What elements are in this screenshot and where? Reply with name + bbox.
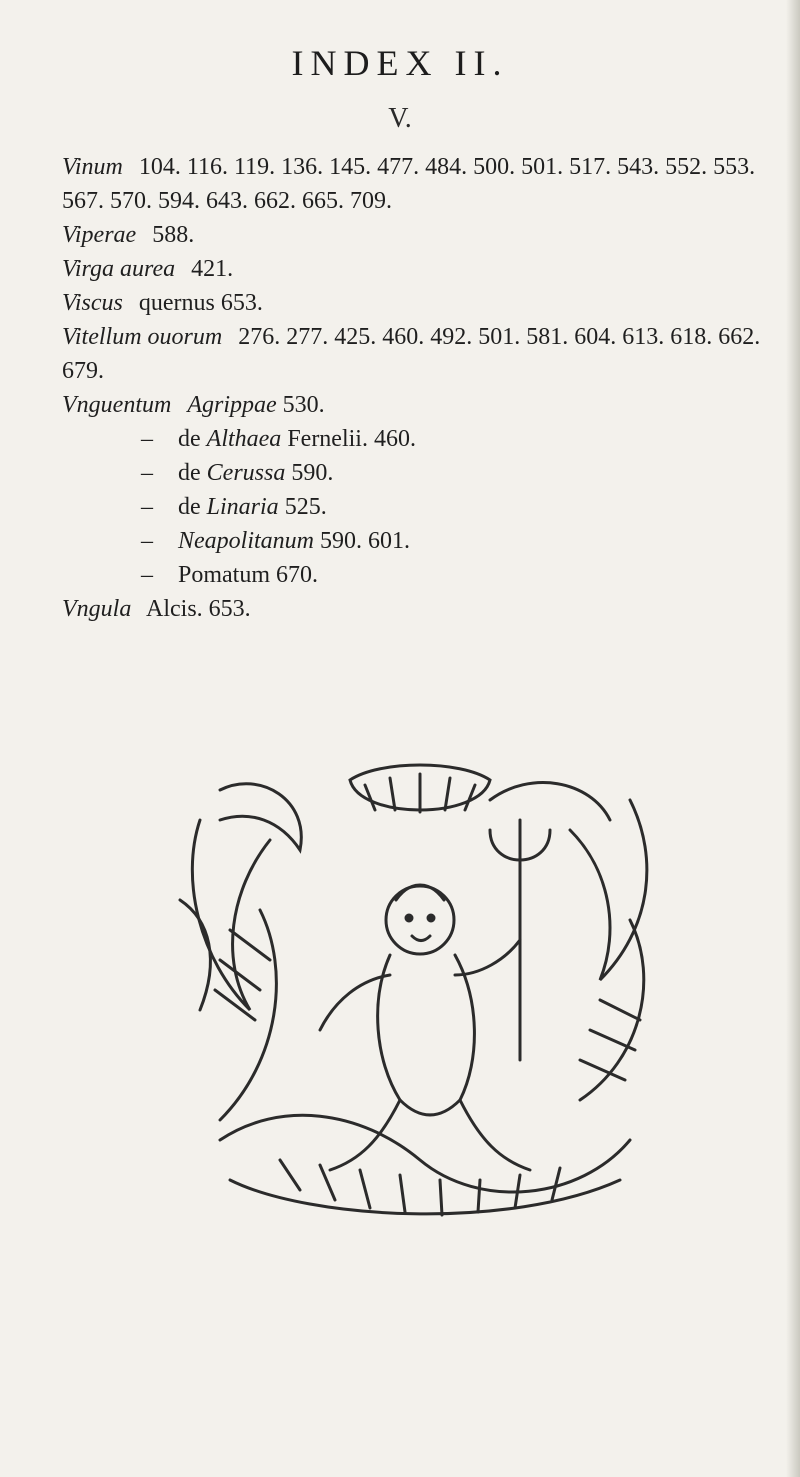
entry-headword: Vinum bbox=[62, 154, 123, 180]
subentry-prefix: de bbox=[178, 426, 201, 452]
entry-refs: 276. 277. 425. 460. 492. 501. 581. 604. 613. 618. 662. 679. bbox=[62, 324, 761, 384]
subentry-prefix: de bbox=[178, 494, 201, 520]
entry-headword: Viperae bbox=[62, 222, 137, 248]
index-subentry bbox=[62, 456, 782, 490]
index-entries bbox=[62, 150, 782, 626]
subentry-rest: 590. 601. bbox=[320, 528, 410, 554]
entry-headword: Viscus bbox=[62, 290, 123, 316]
entry-headword: Vngula bbox=[62, 596, 132, 622]
entry-refs: 104. 116. 119. 136. 145. 477. 484. 500. 501. 517. 543. 552. 553. 567. 570. 594. 643. 662. 665. 709. bbox=[62, 154, 756, 214]
subentry-prefix: de bbox=[178, 460, 201, 486]
subentry-dash: – bbox=[141, 460, 153, 486]
index-subentry bbox=[62, 422, 782, 456]
index-entry bbox=[62, 286, 782, 320]
subentry-rest: Pomatum 670. bbox=[178, 562, 319, 588]
index-entry bbox=[62, 150, 782, 218]
subentry-name: Linaria bbox=[206, 494, 279, 520]
entry-subhead: Agrippae bbox=[187, 392, 277, 418]
cherub-trident-vignette-icon bbox=[160, 760, 680, 1230]
subentry-dash: – bbox=[141, 528, 153, 554]
subentry-dash: – bbox=[141, 494, 153, 520]
subentry-dash: – bbox=[141, 562, 153, 588]
index-entry bbox=[62, 218, 782, 252]
entry-refs: 588. bbox=[152, 222, 195, 248]
index-entry bbox=[62, 388, 782, 422]
index-entry bbox=[62, 252, 782, 286]
section-letter: V. bbox=[388, 103, 412, 134]
subentry-rest: 590. bbox=[291, 460, 334, 486]
index-subentry bbox=[62, 524, 782, 558]
index-entry bbox=[62, 320, 782, 388]
subentry-name: Neapolitanum bbox=[178, 528, 314, 554]
page-title: INDEX II. bbox=[291, 43, 509, 83]
entry-refs: Alcis. 653. bbox=[146, 596, 251, 622]
subentry-rest: 525. bbox=[284, 494, 327, 520]
page-edge-shadow bbox=[786, 0, 800, 1477]
entry-refs: 530. bbox=[282, 392, 325, 418]
subentry-name: Althaea bbox=[206, 426, 282, 452]
entry-headword: Vitellum ouorum bbox=[62, 324, 223, 350]
entry-refs: 421. bbox=[191, 256, 234, 282]
entry-refs: quernus 653. bbox=[138, 290, 263, 316]
subentry-dash: – bbox=[141, 426, 153, 452]
index-subentry bbox=[62, 558, 782, 592]
index-subentry bbox=[62, 490, 782, 524]
subentry-name: Cerussa bbox=[206, 460, 286, 486]
entry-headword: Virga aurea bbox=[62, 256, 176, 282]
subentry-rest: Fernelii. 460. bbox=[287, 426, 416, 452]
entry-headword: Vnguentum bbox=[62, 392, 172, 418]
index-entry bbox=[62, 592, 782, 626]
